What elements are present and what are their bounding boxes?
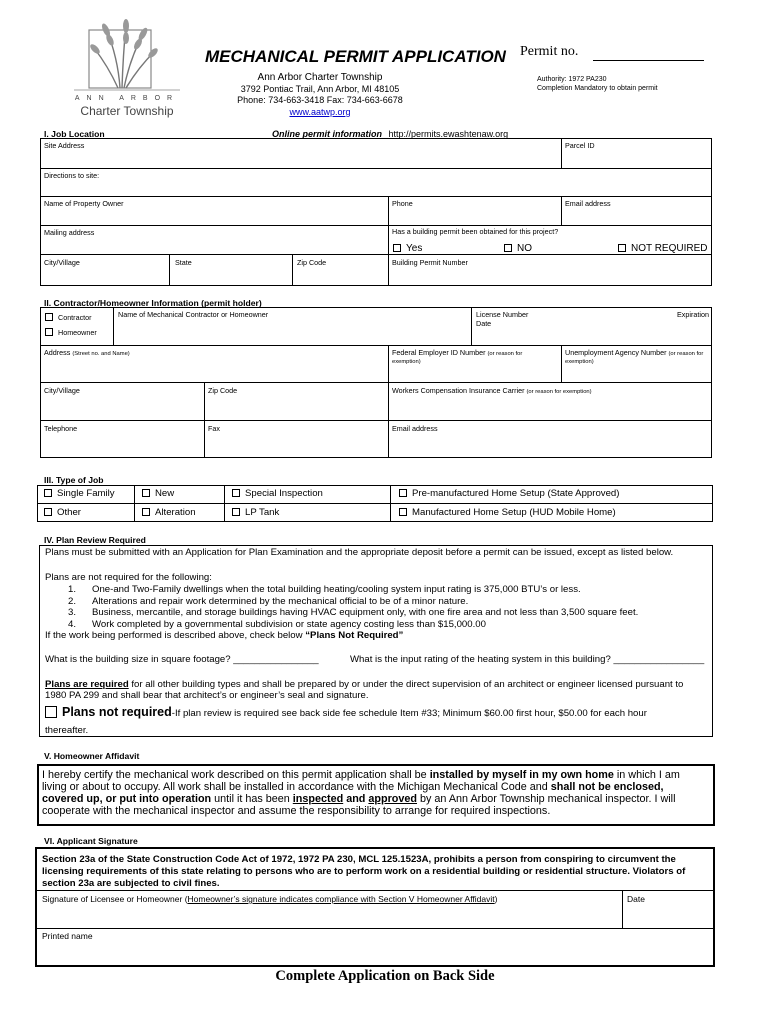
check-below-note: If the work being performed is described above, check below “Plans Not Required” <box>45 630 404 641</box>
building-size-question[interactable]: What is the building size in square footage? ________________ <box>45 654 319 665</box>
exemption-3-text: Business, mercantile, and storage buildings having HVAC equipment only, with one fire area and not less than 3,500 square feet. <box>92 607 639 618</box>
mailing-address-field[interactable]: Mailing address <box>44 228 95 237</box>
checkbox-icon <box>142 489 150 497</box>
affidavit-line-4: cooperate with the mechanical inspector and assume the responsibility to arrange for required inspections. <box>42 805 551 817</box>
checkbox-icon <box>399 508 407 516</box>
job-manufactured[interactable]: Manufactured Home Setup (HUD Mobile Home) <box>399 507 616 518</box>
directions-field[interactable]: Directions to site: <box>44 171 100 180</box>
completion-note: Completion Mandatory to obtain permit <box>537 85 658 92</box>
warning-line-2: licensing requirements of this state relating to persons who are to perform work on a residential building or residential structure. Violators of <box>42 866 686 877</box>
warning-line-1: Section 23a of the State Construction Code Act of 1972, 1972 PA 230, MCL 125.1523A, prohibits a person from conspiring to circumvent the <box>42 854 676 865</box>
affidavit-line-3: covered up, or put into operation until it has been inspected and approved by an Ann Arbor Township mechanical inspector. I will <box>42 793 676 805</box>
workers-comp-field[interactable]: Workers Compensation Insurance Carrier (or reason for exemption) <box>392 386 592 395</box>
checkbox-icon <box>44 508 52 516</box>
page-title: MECHANICAL PERMIT APPLICATION <box>205 47 506 66</box>
plans-not-required-thereafter: thereafter. <box>45 725 89 736</box>
section-4-heading: IV. Plan Review Required <box>44 535 146 545</box>
exemption-1: 1. <box>68 584 77 595</box>
building-permit-number-field[interactable]: Building Permit Number <box>392 258 468 267</box>
license-expiration-field[interactable]: Expiration <box>677 310 709 319</box>
township-logo <box>68 18 186 120</box>
checkbox-icon <box>45 313 53 321</box>
warning-line-3: section 23a are subjected to civil fines. <box>42 878 220 889</box>
checkbox-icon <box>45 706 57 718</box>
contractor-fax-field[interactable]: Fax <box>208 424 220 433</box>
section-3-heading: III. Type of Job <box>44 475 104 485</box>
checkbox-icon <box>393 244 401 252</box>
fein-field[interactable]: Federal Employer ID Number (or reason for exemption) <box>392 348 523 366</box>
building-permit-question: Has a building permit been obtained for this project? <box>392 227 559 236</box>
job-special-inspection[interactable]: Special Inspection <box>232 488 323 499</box>
permit-no-label: Permit no. <box>520 44 579 59</box>
signature-field[interactable]: Signature of Licensee or Homeowner (Homeowner’s signature indicates compliance with Section V Homeowner Affidavit) <box>42 894 498 904</box>
org-phone-fax: Phone: 734-663-3418 Fax: 734-663-6678 <box>237 95 403 105</box>
contractor-email-field[interactable]: Email address <box>392 424 438 433</box>
plans-required-note-2: 1980 PA 299 and shall bear that architect’s or engineer’s seal and signature. <box>45 690 369 701</box>
job-single-family[interactable]: Single Family <box>44 488 115 499</box>
homeowner-checkbox[interactable]: Homeowner <box>45 328 97 337</box>
owner-email-field[interactable]: Email address <box>565 199 611 208</box>
logo-text-top: ANN ARBOR <box>74 95 180 102</box>
footer-note: Complete Application on Back Side <box>275 968 495 984</box>
org-address: 3792 Pontiac Trail, Ann Arbor, MI 48105 <box>240 84 400 94</box>
affidavit-line-1: I hereby certify the mechanical work described on this permit application shall be installed by myself in my own home in which I am <box>42 769 680 781</box>
contractor-telephone-field[interactable]: Telephone <box>44 424 78 433</box>
job-state-field[interactable]: State <box>175 258 192 267</box>
building-permit-yes[interactable]: Yes <box>393 243 422 254</box>
contractor-address-field[interactable]: Address (Street no. and Name) <box>44 348 130 357</box>
plans-not-required-checkbox[interactable]: Plans not required-If plan review is required see back side fee schedule Item #33; Minimum $60.00 first hour, $50.00 for each hour <box>45 705 647 719</box>
section-6-heading: VI. Applicant Signature <box>44 836 138 846</box>
checkbox-icon <box>44 489 52 497</box>
unemployment-number-field[interactable]: Unemployment Agency Number (or reason for exemption) <box>565 348 704 366</box>
exemption-4: 4. <box>68 619 77 630</box>
exemption-2-text: Alterations and repair work determined by the mechanical official to be of a minor nature. <box>92 596 469 607</box>
org-name: Ann Arbor Charter Township <box>257 72 383 83</box>
section-1-table <box>40 138 712 286</box>
contractor-checkbox[interactable]: Contractor <box>45 313 92 322</box>
job-zip-field[interactable]: Zip Code <box>297 258 327 267</box>
building-permit-no[interactable]: NO <box>504 243 532 254</box>
exemption-4-text: Work completed by a governmental subdivision or state agency costing less than $15,000.00 <box>92 619 486 630</box>
checkbox-icon <box>232 508 240 516</box>
authority-note: Authority: 1972 PA230 <box>537 76 607 83</box>
wheat-logo-icon <box>68 18 186 98</box>
plan-review-intro: Plans must be submitted with an Application for Plan Examination and the appropriate deposit before a permit can be issued, except as listed below. <box>45 547 674 558</box>
exemption-3: 3. <box>68 607 77 618</box>
permit-no-field[interactable] <box>593 60 704 61</box>
license-date-field[interactable]: Date <box>476 319 492 328</box>
checkbox-icon <box>232 489 240 497</box>
site-address-field[interactable]: Site Address <box>44 141 85 150</box>
section-2-heading: II. Contractor/Homeowner Information (permit holder) <box>44 298 262 308</box>
job-other[interactable]: Other <box>44 507 81 518</box>
job-premanufactured[interactable]: Pre-manufactured Home Setup (State Approved) <box>399 488 619 499</box>
owner-name-field[interactable]: Name of Property Owner <box>44 199 124 208</box>
exemption-2: 2. <box>68 596 77 607</box>
job-alteration[interactable]: Alteration <box>142 507 196 518</box>
checkbox-icon <box>142 508 150 516</box>
signature-date-field[interactable]: Date <box>627 894 645 904</box>
checkbox-icon <box>399 489 407 497</box>
contractor-city-field[interactable]: City/Village <box>44 386 80 395</box>
section-1-heading: I. Job Location <box>44 129 105 139</box>
checkbox-icon <box>618 244 626 252</box>
exemption-1-text: One-and Two-Family dwellings when the total building heating/cooling system input rating is 375,000 BTU’s or less. <box>92 584 581 595</box>
building-permit-not-required[interactable]: NOT REQUIRED <box>618 243 708 254</box>
section-5-heading: V. Homeowner Affidavit <box>44 751 140 761</box>
contractor-name-field[interactable]: Name of Mechanical Contractor or Homeowner <box>118 310 269 319</box>
contractor-zip-field[interactable]: Zip Code <box>208 386 238 395</box>
affidavit-line-2: living or about to occupy. All work shall be installed in accordance with the Michigan Mechanical Code and shall not be enclosed, <box>42 781 664 793</box>
org-website[interactable]: www.aatwp.org <box>289 107 351 117</box>
printed-name-field[interactable]: Printed name <box>42 931 93 941</box>
checkbox-icon <box>504 244 512 252</box>
online-permit-info: Online permit information http://permits.ewashtenaw.org <box>272 129 509 139</box>
owner-phone-field[interactable]: Phone <box>392 199 413 208</box>
heating-rating-question[interactable]: What is the input rating of the heating system in this building? _________________ <box>350 654 705 665</box>
checkbox-icon <box>45 328 53 336</box>
parcel-id-field[interactable]: Parcel ID <box>565 141 595 150</box>
plans-required-note: Plans are required for all other building types and shall be prepared by or under the direct supervision of an architect or engineer licensed pursuant to <box>45 679 684 690</box>
plans-not-required-intro: Plans are not required for the following: <box>45 572 212 583</box>
job-city-field[interactable]: City/Village <box>44 258 80 267</box>
logo-text-bottom: Charter Township <box>80 104 174 118</box>
job-lp-tank[interactable]: LP Tank <box>232 507 279 518</box>
job-new[interactable]: New <box>142 488 174 499</box>
license-number-field[interactable]: License Number <box>476 310 529 319</box>
